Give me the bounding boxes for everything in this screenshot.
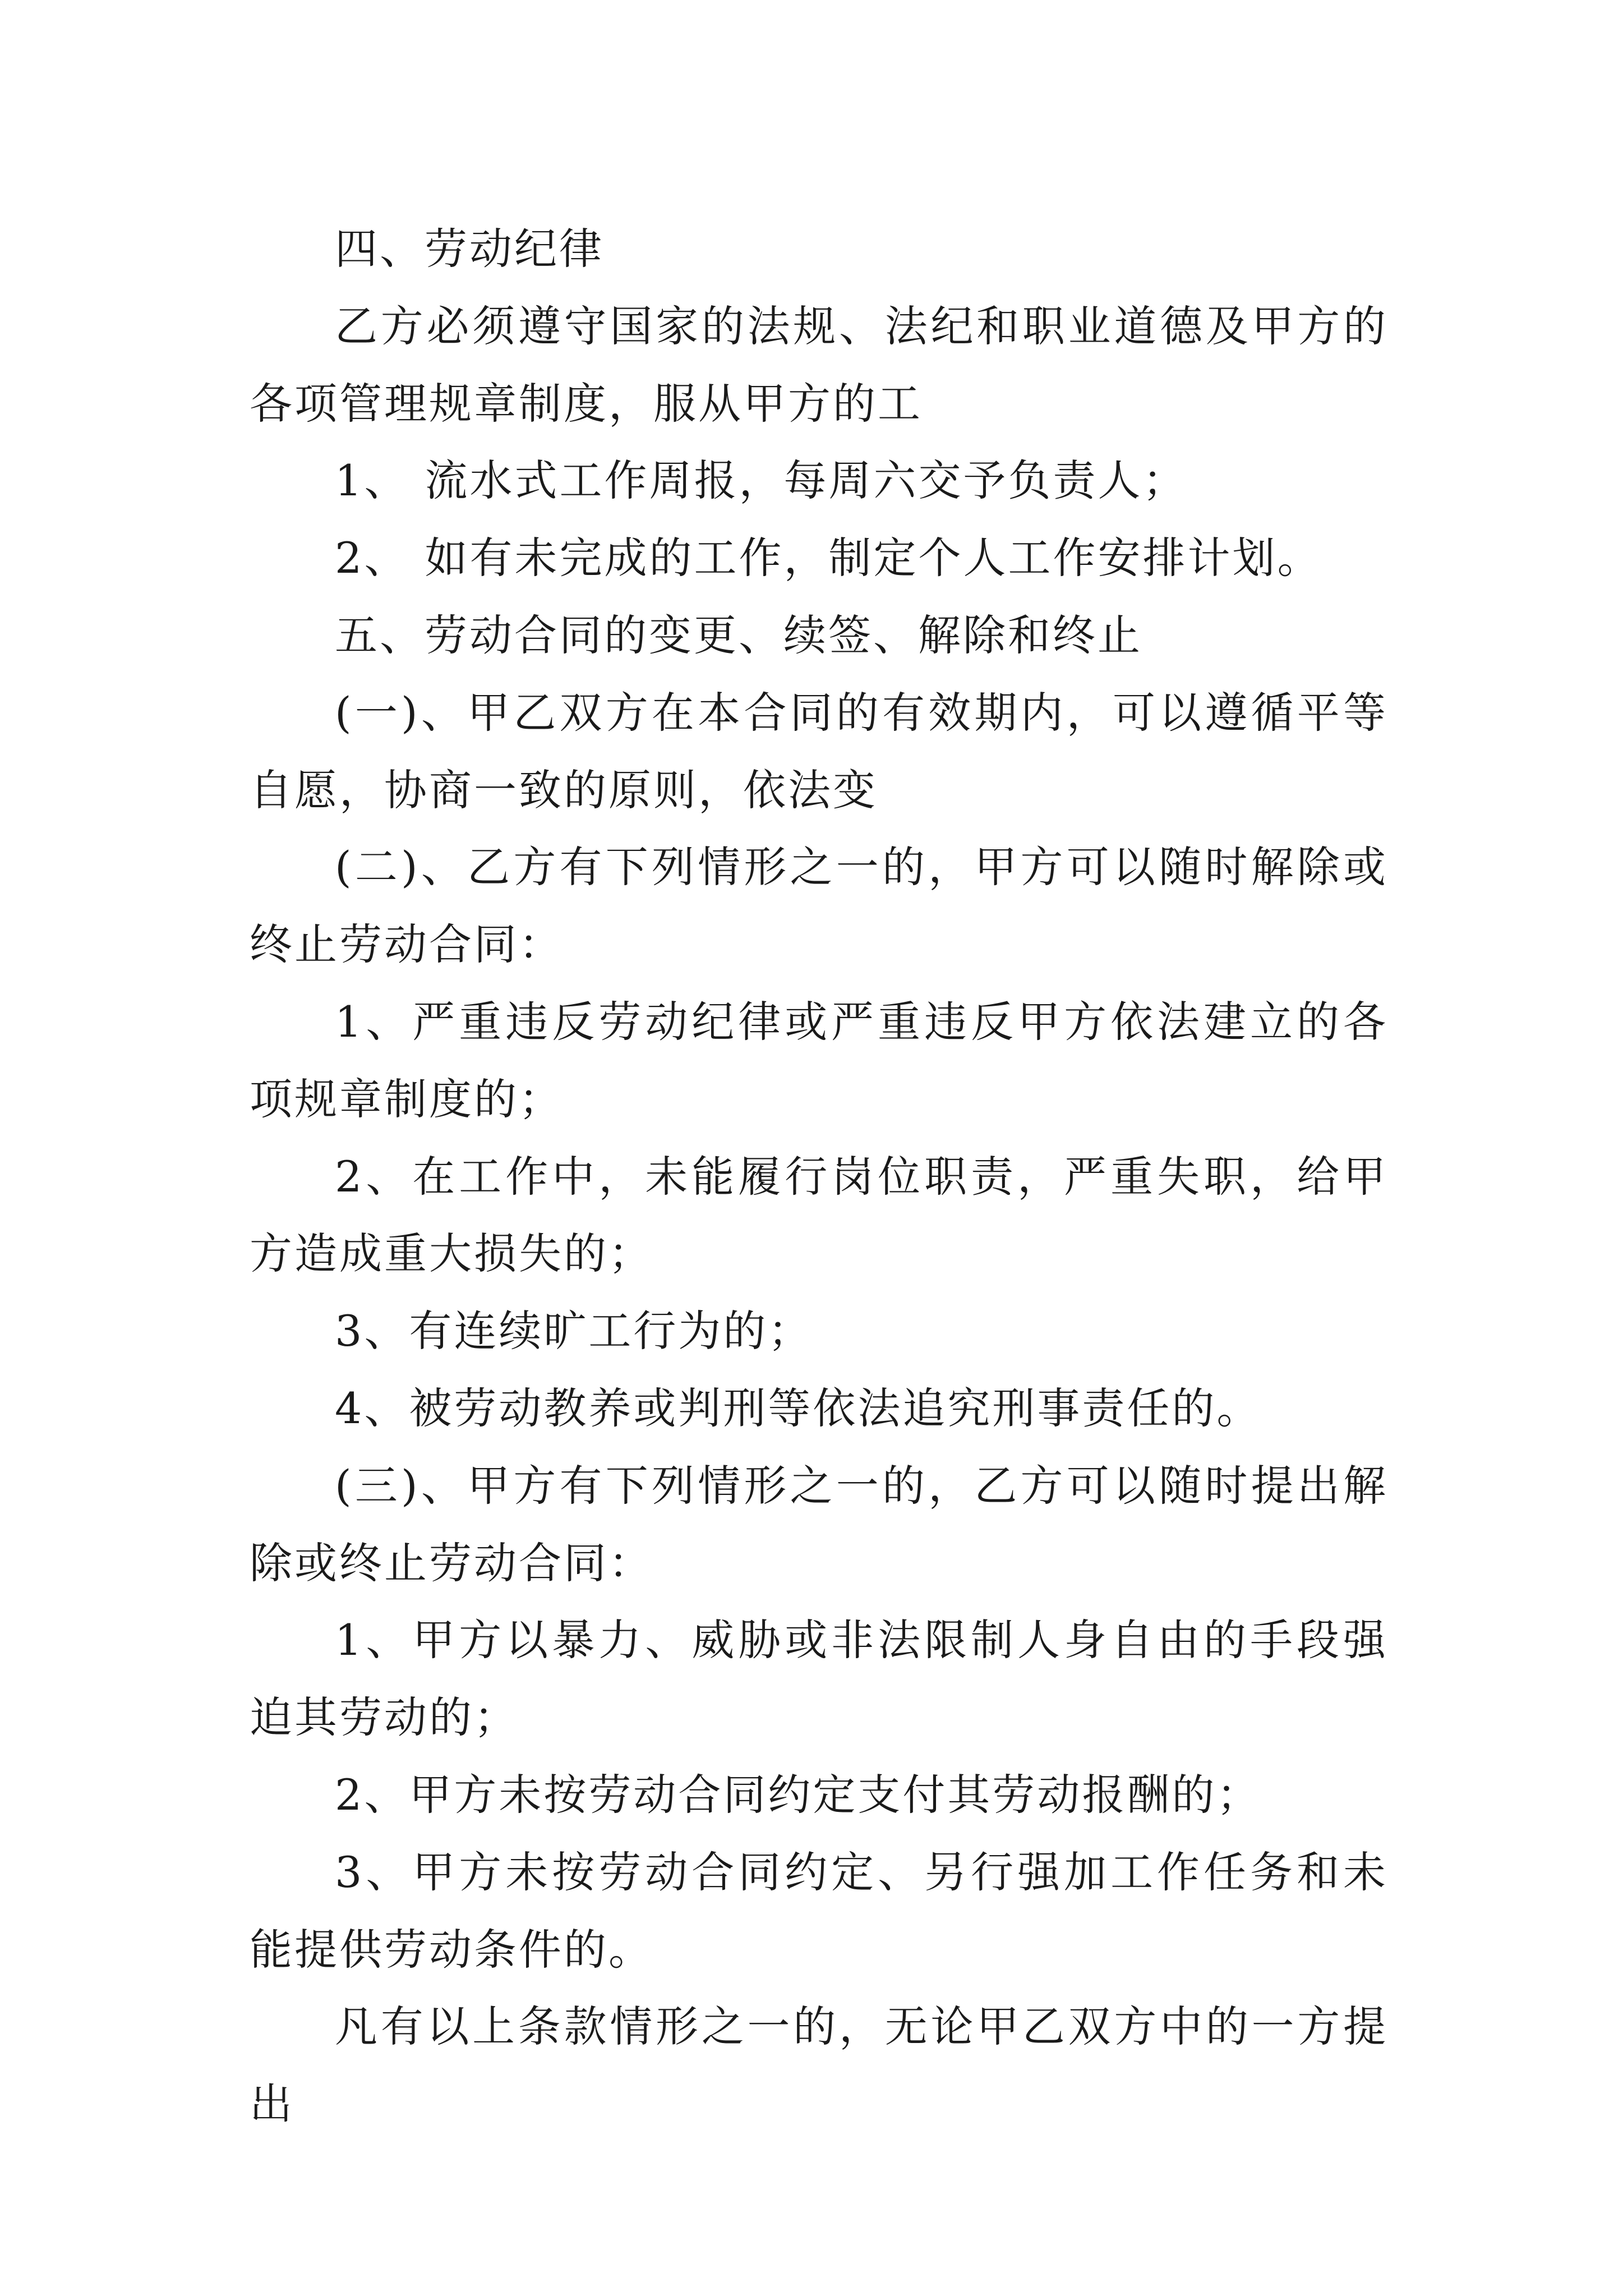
clause-two-item-3: 3、有连续旷工行为的； [335,1306,813,1356]
clause-two-item-1: 1、严重违反劳动纪律或严重违反甲方依法建立的各项规章制度的； [250,996,1388,1124]
clause-three-item-2: 2、甲方未按劳动合同约定支付其劳动报酬的； [335,1769,1262,1820]
clause-two-item-4: 4、被劳动教养或判刑等依法追究刑事责任的。 [335,1383,1262,1433]
clause-one: (一)、甲乙双方在本合同的有效期内，可以遵循平等自愿，协商一致的原则，依法变 [250,687,1388,815]
paragraph-closing: 凡有以上条款情形之一的，无论甲乙双方中的一方提出 [250,2001,1388,2129]
clause-three: (三)、甲方有下列情形之一的，乙方可以随时提出解除或终止劳动合同： [250,1460,1388,1588]
clause-three-item-1: 1、甲方以暴力、威胁或非法限制人身自由的手段强迫其劳动的； [250,1615,1388,1743]
section-heading-labor-discipline: 四、劳动纪律 [335,224,604,274]
clause-two-item-2: 2、在工作中，未能履行岗位职责，严重失职，给甲方造成重大损失的； [250,1151,1388,1279]
document-body [250,210,1388,2143]
paragraph-obey-regulations: 乙方必须遵守国家的法规、法纪和职业道德及甲方的各项管理规章制度，服从甲方的工 [250,301,1388,429]
clause-three-item-3: 3、甲方未按劳动合同约定、另行强加工作任务和未能提供劳动条件的。 [250,1847,1388,1975]
list-item-weekly-report: 1、 流水式工作周报，每周六交予负责人； [335,455,1188,506]
clause-two: (二)、乙方有下列情形之一的，甲方可以随时解除或终止劳动合同： [250,842,1388,970]
list-item-work-plan: 2、 如有未完成的工作，制定个人工作安排计划。 [335,533,1322,583]
section-heading-contract-changes: 五、劳动合同的变更、续签、解除和终止 [335,610,1142,660]
